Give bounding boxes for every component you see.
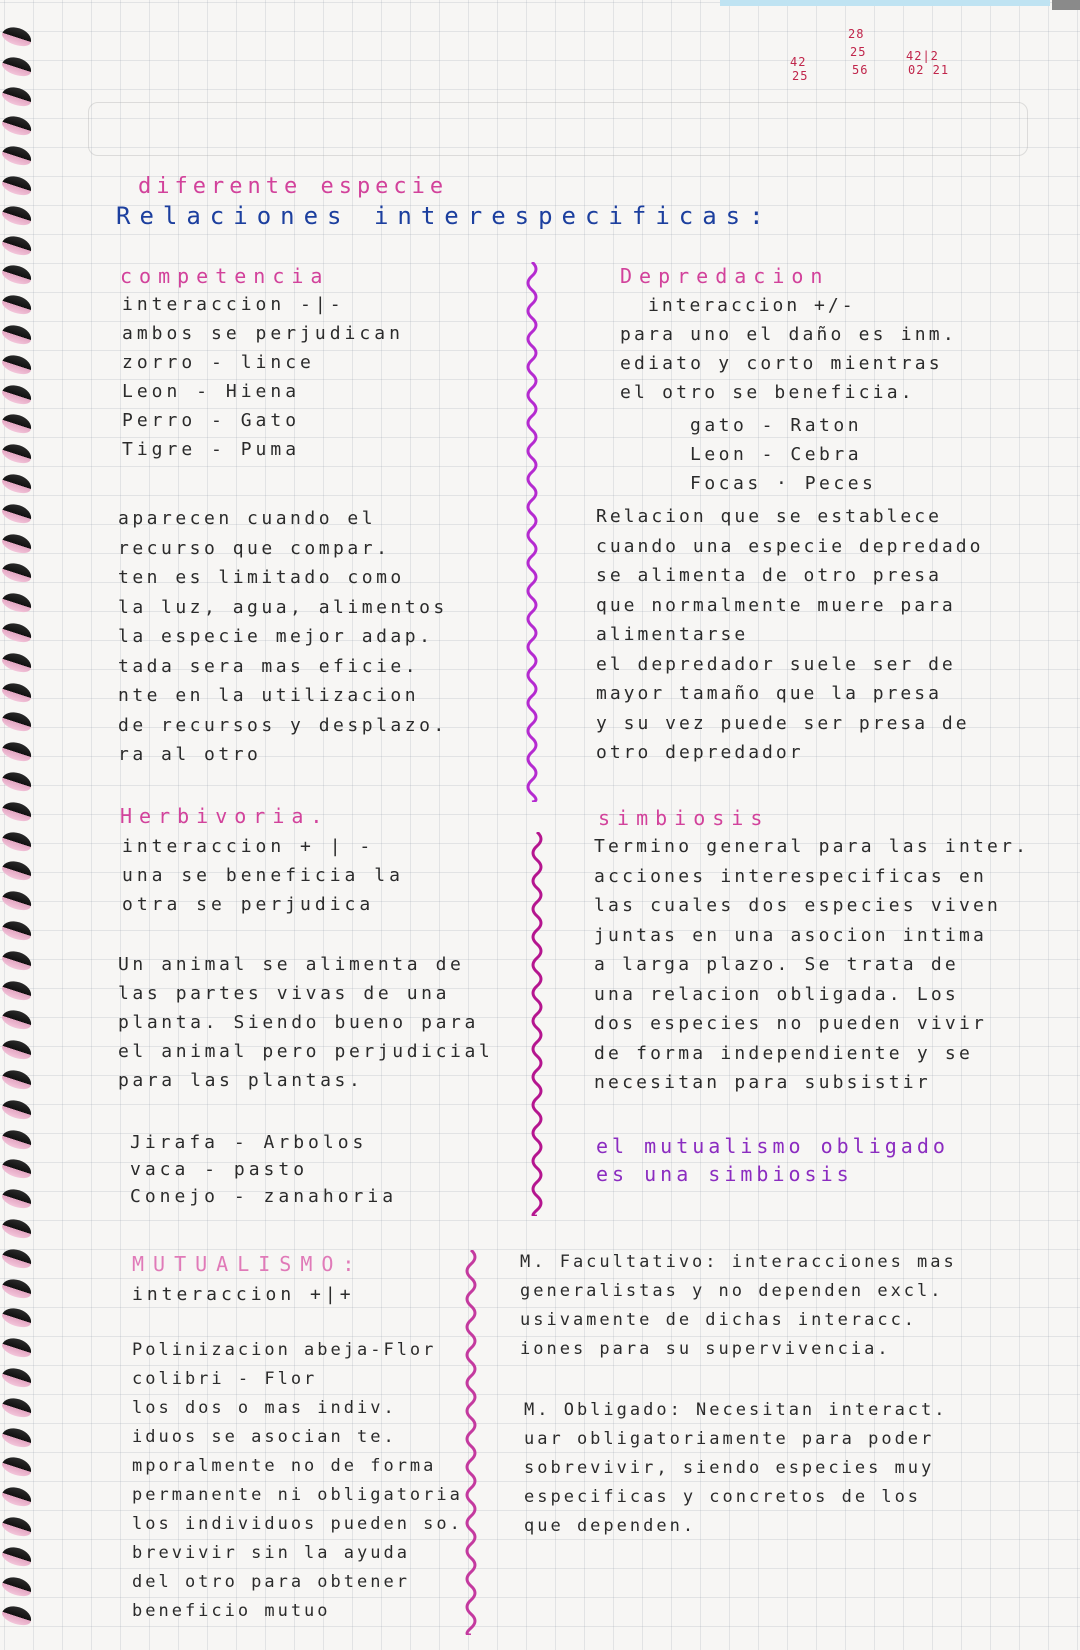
text-line: la especie mejor adap. (118, 626, 434, 647)
spiral-ring (0, 113, 34, 138)
text-line: interaccion +/- (648, 295, 856, 316)
section-heading: competencia (120, 264, 330, 288)
spiral-ring (0, 1395, 34, 1420)
text-line: ediato y corto mientras (620, 353, 943, 374)
spiral-ring (0, 888, 34, 913)
text-line: M. Facultativo: interacciones mas (520, 1252, 957, 1272)
text-line: Relacion que se establece (596, 506, 942, 527)
spiral-ring (0, 620, 34, 645)
text-line: usivamente de dichas interacc. (520, 1310, 918, 1330)
spiral-ring (0, 1156, 34, 1181)
spiral-ring (0, 54, 34, 79)
text-line: una relacion obligada. Los (594, 983, 959, 1005)
spiral-ring (0, 1365, 34, 1390)
text-line: gato - Raton (690, 415, 863, 436)
text-line: Conejo - zanahoria (130, 1186, 398, 1207)
spiral-ring (0, 1544, 34, 1569)
text-line: interaccion -|- (122, 294, 345, 315)
spiral-ring (0, 24, 34, 49)
text-line: es una simbiosis (596, 1162, 853, 1186)
text-line: el otro se beneficia. (620, 382, 915, 403)
spiral-ring (0, 650, 34, 675)
spiral-ring (0, 948, 34, 973)
text-line: del otro para obtener (132, 1572, 410, 1592)
spiral-ring (0, 1603, 34, 1628)
text-line: Perro - Gato (122, 410, 301, 431)
spiral-ring (0, 471, 34, 496)
text-line: vaca - pasto (130, 1159, 309, 1180)
text-line: los dos o mas indiv. (132, 1398, 397, 1418)
section-heading: Herbivoria. (120, 804, 330, 828)
mutualismo-interaction: interaccion +|+ (132, 1284, 355, 1305)
spiral-ring (0, 1275, 34, 1300)
text-line: ambos se perjudican (122, 323, 404, 344)
text-line: aparecen cuando el (118, 508, 377, 529)
spiral-ring (0, 1126, 34, 1151)
text-line: Jirafa - Arbolos (130, 1132, 368, 1153)
text-line: el animal pero perjudicial (118, 1041, 494, 1062)
text-line: interaccion + | - (122, 836, 375, 857)
text-line: colibri - Flor (132, 1369, 318, 1389)
background-strip (720, 0, 1050, 6)
wavy-divider-middle (527, 832, 547, 1216)
spiral-ring (0, 203, 34, 228)
section-heading: simbiosis (598, 806, 770, 830)
spiral-ring (0, 1097, 34, 1122)
background-corner (1052, 0, 1080, 10)
spiral-ring (0, 1216, 34, 1241)
spiral-ring (0, 1007, 34, 1032)
text-line: el depredador suele ser de (596, 653, 956, 675)
text-line: nte en la utilizacion (118, 685, 420, 706)
text-line: a larga plazo. Se trata de (594, 954, 959, 975)
text-line: necesitan para subsistir (594, 1072, 931, 1093)
text-line: las partes vivas de una (118, 983, 451, 1004)
spiral-ring (0, 1305, 34, 1330)
text-line: tada sera mas eficie. (118, 655, 420, 677)
spiral-ring (0, 292, 34, 317)
text-line: iones para su supervivencia. (520, 1339, 891, 1359)
section-heading: Depredacion (620, 264, 830, 288)
spiral-ring (0, 709, 34, 734)
spiral-ring (0, 1246, 34, 1271)
text-line: los individuos pueden so. (132, 1514, 463, 1534)
text-line: Tigre - Puma (122, 439, 301, 460)
text-line: juntas en una asocion intima (594, 924, 988, 946)
text-line: que dependen. (524, 1516, 697, 1536)
math-number: 42 (790, 55, 807, 69)
wavy-divider-bottom (461, 1250, 481, 1635)
text-line: ten es limitado como (118, 567, 405, 588)
spiral-ring (0, 143, 34, 168)
math-number: 25 (850, 45, 867, 59)
text-line: para las plantas. (118, 1070, 364, 1091)
text-line: ra al otro (118, 744, 262, 765)
spiral-ring (0, 232, 34, 257)
text-line: Polinizacion abeja-Flor (132, 1340, 437, 1360)
spiral-ring (0, 1573, 34, 1598)
spiral-ring (0, 173, 34, 198)
text-line: uar obligatoriamente para poder (524, 1429, 935, 1449)
date-box (88, 102, 1028, 156)
math-number: 42|2 (906, 49, 939, 63)
spiral-ring (0, 1484, 34, 1509)
spiral-ring (0, 679, 34, 704)
math-number: 56 (852, 63, 869, 77)
text-line: cuando una especie depredado (596, 535, 984, 557)
spiral-ring (0, 1335, 34, 1360)
text-line: mayor tamaño que la presa (596, 683, 942, 704)
text-line: especificas y concretos de los (524, 1487, 922, 1507)
text-line: brevivir sin la ayuda (132, 1543, 410, 1563)
text-line: Focas · Peces (690, 473, 877, 494)
text-line: recurso que compar. (118, 537, 391, 559)
spiral-ring (0, 1514, 34, 1539)
text-line: alimentarse (596, 624, 749, 645)
spiral-ring (0, 1454, 34, 1479)
spiral-ring (0, 83, 34, 108)
math-number: 02 21 (908, 63, 950, 77)
text-line: Termino general para las inter. (594, 836, 1030, 857)
spiral-ring (0, 590, 34, 615)
spiral-ring (0, 352, 34, 377)
text-line: M. Obligado: Necesitan interact. (524, 1400, 948, 1420)
spiral-ring (0, 977, 34, 1002)
text-line: zorro - lince (122, 352, 315, 373)
text-line: las cuales dos especies viven (594, 895, 1002, 916)
spiral-ring (0, 501, 34, 526)
text-line: de forma independiente y se (594, 1042, 973, 1064)
math-number: 25 (792, 69, 809, 83)
spiral-ring (0, 560, 34, 585)
header-note: diferente especie (138, 174, 449, 199)
spiral-ring (0, 411, 34, 436)
spiral-ring (0, 1424, 34, 1449)
text-line: se alimenta de otro presa (596, 565, 942, 586)
text-line: Un animal se alimenta de (118, 954, 465, 975)
text-line: permanente ni obligatoria (132, 1485, 463, 1505)
text-line: acciones interespecificas en (594, 865, 988, 887)
spiral-ring (0, 262, 34, 287)
text-line: generalistas y no dependen excl. (520, 1281, 944, 1301)
spiral-ring (0, 1037, 34, 1062)
spiral-ring (0, 769, 34, 794)
text-line: para uno el daño es inm. (620, 324, 957, 345)
spiral-ring (0, 918, 34, 943)
text-line: mporalmente no de forma (132, 1456, 437, 1476)
spiral-ring (0, 799, 34, 824)
text-line: otro depredador (596, 742, 804, 763)
spiral-ring (0, 441, 34, 466)
spiral-ring (0, 858, 34, 883)
spiral-ring (0, 530, 34, 555)
spiral-ring (0, 322, 34, 347)
text-line: planta. Siendo bueno para (118, 1012, 479, 1033)
spiral-ring (0, 828, 34, 853)
math-number: 28 (848, 27, 865, 41)
text-line: que normalmente muere para (596, 594, 956, 616)
spiral-ring (0, 1186, 34, 1211)
text-line: Leon - Cebra (690, 444, 863, 465)
section-heading: MUTUALISMO: (132, 1252, 364, 1276)
text-line: y su vez puede ser presa de (596, 712, 970, 734)
spiral-binding (0, 28, 40, 1638)
text-line: la luz, agua, alimentos (118, 596, 448, 618)
spiral-ring (0, 1067, 34, 1092)
text-line: Leon - Hiena (122, 381, 301, 402)
text-line: dos especies no pueden vivir (594, 1013, 988, 1034)
wavy-divider-top (522, 262, 542, 802)
spiral-ring (0, 381, 34, 406)
text-line: una se beneficia la (122, 865, 404, 886)
spiral-ring (0, 739, 34, 764)
text-line: sobrevivir, siendo especies muy (524, 1458, 935, 1478)
text-line: beneficio mutuo (132, 1601, 331, 1621)
page-title: Relaciones interespecificas: (116, 202, 773, 230)
text-line: el mutualismo obligado (596, 1134, 949, 1158)
text-line: otra se perjudica (122, 894, 375, 915)
text-line: iduos se asocian te. (132, 1427, 397, 1447)
text-line: de recursos y desplazo. (118, 714, 448, 736)
